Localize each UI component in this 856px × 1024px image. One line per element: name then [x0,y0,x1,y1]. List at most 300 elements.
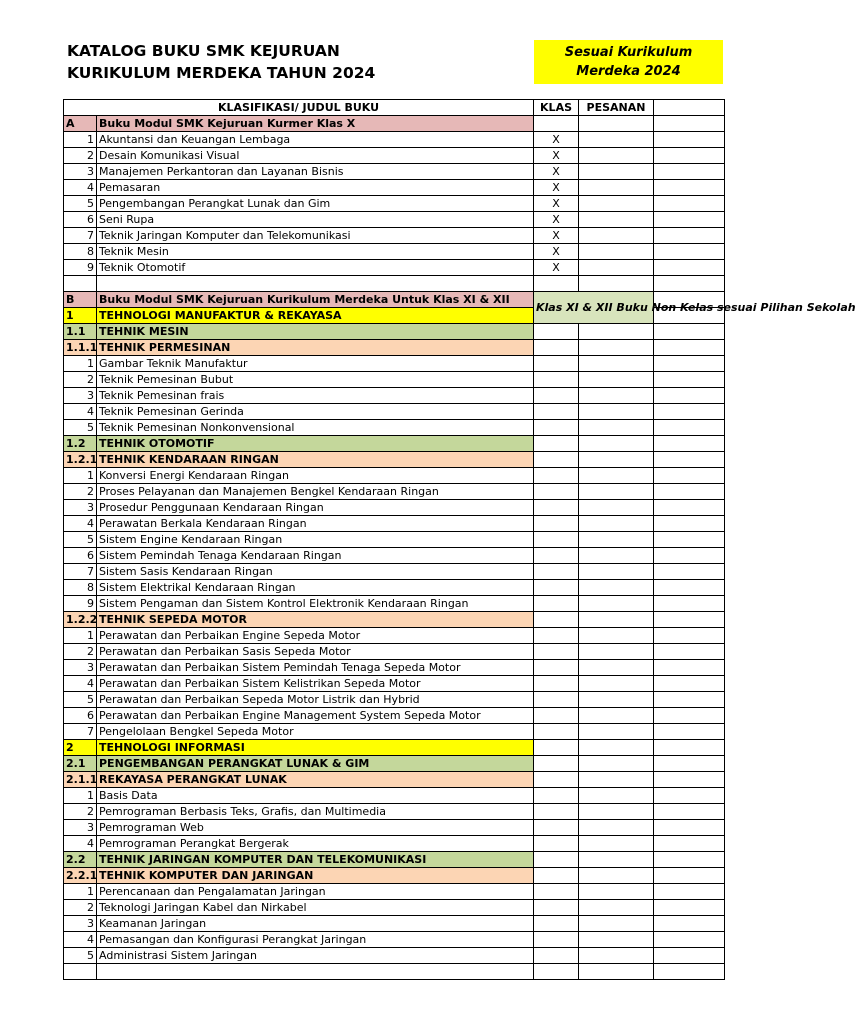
row-klas [534,900,579,916]
row-title: Teknik Pemesinan Gerinda [97,404,534,420]
row-extra-cell [654,964,725,980]
row-title: Teknik Otomotif [97,260,534,276]
row-pesanan-input[interactable] [579,356,654,372]
row-title: Desain Komunikasi Visual [97,148,534,164]
row-klas [534,356,579,372]
row-klas [534,628,579,644]
row-number: 1 [64,468,97,484]
catalog-title [67,40,375,84]
row-pesanan-input[interactable] [579,868,654,884]
row-klas: X [534,132,579,148]
row-number: 2.2.1 [64,868,97,884]
row-pesanan-input[interactable] [579,388,654,404]
row-title: Perawatan dan Perbaikan Sistem Pemindah Tenaga Sepeda Motor [97,660,534,676]
row-extra-cell [654,420,725,436]
row-pesanan-input[interactable] [579,932,654,948]
row-number: 3 [64,916,97,932]
curriculum-note-line1: Sesuai Kurikulum [564,45,693,60]
row-pesanan-input[interactable] [579,564,654,580]
table-row [64,340,725,356]
table-row [64,580,725,596]
row-number: 2.1 [64,756,97,772]
row-title: Keamanan Jaringan [97,916,534,932]
table-row [64,564,725,580]
row-extra-cell [654,372,725,388]
row-number [64,276,97,292]
row-title: Pengelolaan Bengkel Sepeda Motor [97,724,534,740]
row-pesanan-input[interactable] [579,948,654,964]
row-klas: X [534,180,579,196]
table-row [64,436,725,452]
table-row [64,628,725,644]
row-klas [534,676,579,692]
row-number: 1 [64,356,97,372]
row-number: 4 [64,932,97,948]
row-extra-cell [654,468,725,484]
table-row [64,452,725,468]
row-title: Sistem Elektrikal Kendaraan Ringan [97,580,534,596]
row-number: 2 [64,372,97,388]
row-pesanan-input[interactable] [579,372,654,388]
row-number: 1 [64,132,97,148]
table-row [64,868,725,884]
row-klas [534,436,579,452]
row-klas: X [534,228,579,244]
row-extra-cell [654,532,725,548]
table-row [64,644,725,660]
catalog-table [63,99,856,980]
row-title: Teknik Pemesinan Bubut [97,372,534,388]
row-klas [534,708,579,724]
table-row [64,852,725,868]
row-pesanan-input[interactable] [579,852,654,868]
row-title [97,964,534,980]
row-extra-cell [654,260,725,276]
table-row [64,900,725,916]
row-title [97,276,534,292]
row-extra-cell [654,564,725,580]
table-row [64,356,725,372]
row-extra-cell [654,324,725,340]
row-title: Seni Rupa [97,212,534,228]
row-pesanan-input[interactable] [579,676,654,692]
row-title: Teknik Pemesinan frais [97,388,534,404]
row-klas [534,740,579,756]
row-klas [534,916,579,932]
row-pesanan-input[interactable] [579,788,654,804]
table-row [64,676,725,692]
row-extra-cell [654,340,725,356]
row-number: 8 [64,580,97,596]
row-extra-cell [654,932,725,948]
row-title: TEHNIK MESIN [97,324,534,340]
row-klas [534,692,579,708]
row-number: 1.1.1 [64,340,97,356]
row-extra-cell [654,820,725,836]
row-pesanan-input[interactable] [579,724,654,740]
row-number: 5 [64,420,97,436]
row-title: Basis Data [97,788,534,804]
table-row [64,228,725,244]
table-row [64,132,725,148]
row-number: 1 [64,884,97,900]
row-pesanan-input[interactable] [579,596,654,612]
row-pesanan-input[interactable] [579,516,654,532]
row-pesanan-input[interactable] [579,484,654,500]
table-header-row [64,100,725,116]
row-pesanan-input[interactable] [579,244,654,260]
table-row [64,164,725,180]
row-pesanan-input[interactable] [579,420,654,436]
row-title: TEHNIK PERMESINAN [97,340,534,356]
row-number: 9 [64,596,97,612]
row-title: Buku Modul SMK Kejuruan Kurmer Klas X [97,116,534,132]
row-number: 9 [64,260,97,276]
row-klas [534,932,579,948]
row-pesanan-input[interactable] [579,804,654,820]
row-extra-cell [654,148,725,164]
row-title: Perawatan dan Perbaikan Sistem Kelistrikan Sepeda Motor [97,676,534,692]
row-title: Pemrograman Perangkat Bergerak [97,836,534,852]
row-klas [534,596,579,612]
row-klas: X [534,148,579,164]
row-number: 1.2.2 [64,612,97,628]
catalog-title-line2: KURIKULUM MERDEKA TAHUN 2024 [67,64,376,82]
table-row [64,404,725,420]
table-row [64,212,725,228]
row-title: Perawatan dan Perbaikan Engine Management System Sepeda Motor [97,708,534,724]
table-row [64,820,725,836]
row-extra-cell [654,852,725,868]
row-klas: X [534,244,579,260]
row-pesanan-input[interactable] [579,740,654,756]
row-extra-cell [654,916,725,932]
row-title: Buku Modul SMK Kejuruan Kurikulum Merdeka Untuk Klas XI & XII [97,292,534,308]
row-pesanan-input[interactable] [579,916,654,932]
row-klas [534,468,579,484]
table-row [64,788,725,804]
table-row [64,420,725,436]
row-pesanan-input[interactable] [579,260,654,276]
row-title: REKAYASA PERANGKAT LUNAK [97,772,534,788]
table-row [64,804,725,820]
row-number: 3 [64,164,97,180]
table-row [64,724,725,740]
row-title: Sistem Pemindah Tenaga Kendaraan Ringan [97,548,534,564]
header-extra [654,100,725,116]
row-extra-cell [654,196,725,212]
row-pesanan-input[interactable] [579,580,654,596]
row-klas [534,724,579,740]
row-extra-cell [654,708,725,724]
table-row [64,772,725,788]
table-row [64,756,725,772]
row-number: 1.2.1 [64,452,97,468]
row-klas [534,532,579,548]
row-title: Pemrograman Web [97,820,534,836]
row-pesanan-input[interactable] [579,692,654,708]
row-title: Manajemen Perkantoran dan Layanan Bisnis [97,164,534,180]
row-number: 6 [64,212,97,228]
row-number: 4 [64,836,97,852]
row-pesanan-input[interactable] [579,772,654,788]
row-pesanan-input[interactable] [579,228,654,244]
row-pesanan-input[interactable] [579,884,654,900]
row-title: Sistem Engine Kendaraan Ringan [97,532,534,548]
row-title: Sistem Pengaman dan Sistem Kontrol Elektronik Kendaraan Ringan [97,596,534,612]
row-extra-cell [654,452,725,468]
row-pesanan-input[interactable] [579,132,654,148]
row-extra-cell [654,836,725,852]
row-number: 2 [64,740,97,756]
row-number: 4 [64,404,97,420]
table-row [64,116,725,132]
row-title: Perawatan dan Perbaikan Sasis Sepeda Motor [97,644,534,660]
row-number: 1 [64,308,97,324]
row-number: 3 [64,820,97,836]
row-klas [534,116,579,132]
table-row [64,148,725,164]
row-extra-cell [654,644,725,660]
row-pesanan-input[interactable] [579,660,654,676]
row-number: 2 [64,148,97,164]
row-pesanan-input[interactable] [579,116,654,132]
row-title: Teknik Pemesinan Nonkonvensional [97,420,534,436]
row-number: 4 [64,676,97,692]
row-extra-cell [654,404,725,420]
row-klas [534,500,579,516]
row-klas [534,340,579,356]
table-row [64,276,725,292]
row-klas [534,964,579,980]
row-pesanan-input[interactable] [579,532,654,548]
table-row [64,548,725,564]
row-number: 8 [64,244,97,260]
table-row [64,388,725,404]
row-klas [534,852,579,868]
row-klas [534,516,579,532]
section-b-note: Klas XI & XII Buku Non Kelas sesuai Pilihan Sekolah [534,292,654,324]
row-pesanan-input[interactable] [579,820,654,836]
row-number: 5 [64,692,97,708]
row-pesanan-input[interactable] [579,644,654,660]
row-title: TEHNIK KENDARAAN RINGAN [97,452,534,468]
row-pesanan-input[interactable] [579,500,654,516]
row-klas [534,884,579,900]
row-klas [534,564,579,580]
header-klasifikasi: KLASIFIKASI/ JUDUL BUKU [64,100,534,116]
row-klas [534,948,579,964]
row-number: 2 [64,804,97,820]
row-number: 1 [64,788,97,804]
row-pesanan-input[interactable] [579,164,654,180]
row-pesanan-input[interactable] [579,612,654,628]
row-klas [534,484,579,500]
row-title: TEHNIK SEPEDA MOTOR [97,612,534,628]
table-row [64,708,725,724]
table-row [64,532,725,548]
row-number: 2.1.1 [64,772,97,788]
row-number: 6 [64,708,97,724]
row-klas [534,548,579,564]
row-number: 5 [64,532,97,548]
table-row [64,692,725,708]
row-extra-cell [654,580,725,596]
row-klas: X [534,212,579,228]
row-klas: X [534,196,579,212]
row-extra-cell [654,756,725,772]
table-row [64,468,725,484]
row-title: Konversi Energi Kendaraan Ringan [97,468,534,484]
row-number: A [64,116,97,132]
row-number: 1.2 [64,436,97,452]
row-extra-cell [654,228,725,244]
row-title: Sistem Sasis Kendaraan Ringan [97,564,534,580]
row-extra-cell [654,244,725,260]
row-extra-cell [654,164,725,180]
row-pesanan-input[interactable] [579,964,654,980]
row-extra-cell [654,724,725,740]
row-extra-cell [654,676,725,692]
row-title: Gambar Teknik Manufaktur [97,356,534,372]
row-extra-cell [654,772,725,788]
row-extra-cell [654,948,725,964]
row-klas [534,452,579,468]
row-klas [534,756,579,772]
row-pesanan-input[interactable] [579,436,654,452]
table-row [64,740,725,756]
table-row [64,932,725,948]
table-row [64,484,725,500]
row-klas: X [534,164,579,180]
row-extra-cell [654,548,725,564]
row-extra-cell [654,212,725,228]
row-number: 2.2 [64,852,97,868]
row-title: Teknik Mesin [97,244,534,260]
row-title: Pemasangan dan Konfigurasi Perangkat Jaringan [97,932,534,948]
table-row [64,964,725,980]
row-extra-cell [654,356,725,372]
row-number: B [64,292,97,308]
row-klas [534,388,579,404]
table-row [64,948,725,964]
row-pesanan-input[interactable] [579,628,654,644]
row-pesanan-input[interactable] [579,756,654,772]
header-pesanan: PESANAN [579,100,654,116]
table-row [64,596,725,612]
curriculum-note [534,40,723,84]
row-number: 5 [64,196,97,212]
row-extra-cell [654,116,725,132]
row-extra-cell [654,132,725,148]
table-row [64,180,725,196]
row-pesanan-input[interactable] [579,276,654,292]
row-pesanan-input[interactable] [579,180,654,196]
row-klas [534,372,579,388]
row-extra-cell [654,788,725,804]
header-klas: KLAS [534,100,579,116]
row-pesanan-input[interactable] [579,836,654,852]
row-title: TEHNIK KOMPUTER DAN JARINGAN [97,868,534,884]
row-number: 7 [64,228,97,244]
row-extra-cell [654,740,725,756]
row-title: Perawatan Berkala Kendaraan Ringan [97,516,534,532]
row-klas [534,660,579,676]
curriculum-note-line2: Merdeka 2024 [576,64,681,79]
table-row [64,292,725,308]
row-klas [534,276,579,292]
row-title: Prosedur Penggunaan Kendaraan Ringan [97,500,534,516]
table-row [64,916,725,932]
row-number: 3 [64,388,97,404]
row-klas [534,836,579,852]
row-title: Perencanaan dan Pengalamatan Jaringan [97,884,534,900]
row-pesanan-input[interactable] [579,452,654,468]
row-extra-cell [654,612,725,628]
table-row [64,260,725,276]
row-title: Pemasaran [97,180,534,196]
row-pesanan-input[interactable] [579,148,654,164]
row-title: TEHNIK OTOMOTIF [97,436,534,452]
row-number: 2 [64,484,97,500]
table-row [64,884,725,900]
catalog-body [64,116,856,980]
catalog-title-line1: KATALOG BUKU SMK KEJURUAN [67,42,340,60]
row-title: TEHNOLOGI MANUFAKTUR & REKAYASA [97,308,534,324]
row-title: Pemrograman Berbasis Teks, Grafis, dan Multimedia [97,804,534,820]
row-title: Akuntansi dan Keuangan Lembaga [97,132,534,148]
row-title: TEHNIK JARINGAN KOMPUTER DAN TELEKOMUNIKASI [97,852,534,868]
table-row [64,244,725,260]
row-number: 4 [64,180,97,196]
row-pesanan-input[interactable] [579,708,654,724]
row-klas [534,404,579,420]
row-pesanan-input[interactable] [579,324,654,340]
row-number: 7 [64,564,97,580]
row-klas [534,804,579,820]
row-number [64,964,97,980]
row-title: Perawatan dan Perbaikan Engine Sepeda Motor [97,628,534,644]
row-extra-cell [654,484,725,500]
row-extra-cell [654,692,725,708]
row-number: 2 [64,900,97,916]
row-klas: X [534,260,579,276]
table-row [64,612,725,628]
row-klas [534,788,579,804]
row-pesanan-input[interactable] [579,900,654,916]
row-title: TEHNOLOGI INFORMASI [97,740,534,756]
row-pesanan-input[interactable] [579,340,654,356]
row-extra-cell [654,628,725,644]
row-title: PENGEMBANGAN PERANGKAT LUNAK & GIM [97,756,534,772]
row-title: Teknik Jaringan Komputer dan Telekomunikasi [97,228,534,244]
row-pesanan-input[interactable] [579,548,654,564]
row-pesanan-input[interactable] [579,468,654,484]
table-row [64,500,725,516]
row-extra-cell [654,884,725,900]
row-extra-cell [654,868,725,884]
row-title: Proses Pelayanan dan Manajemen Bengkel Kendaraan Ringan [97,484,534,500]
row-klas [534,644,579,660]
row-extra-cell [654,804,725,820]
row-pesanan-input[interactable] [579,196,654,212]
row-pesanan-input[interactable] [579,212,654,228]
row-klas [534,420,579,436]
row-extra-cell [654,180,725,196]
row-number: 1.1 [64,324,97,340]
row-extra-cell [654,388,725,404]
row-pesanan-input[interactable] [579,404,654,420]
